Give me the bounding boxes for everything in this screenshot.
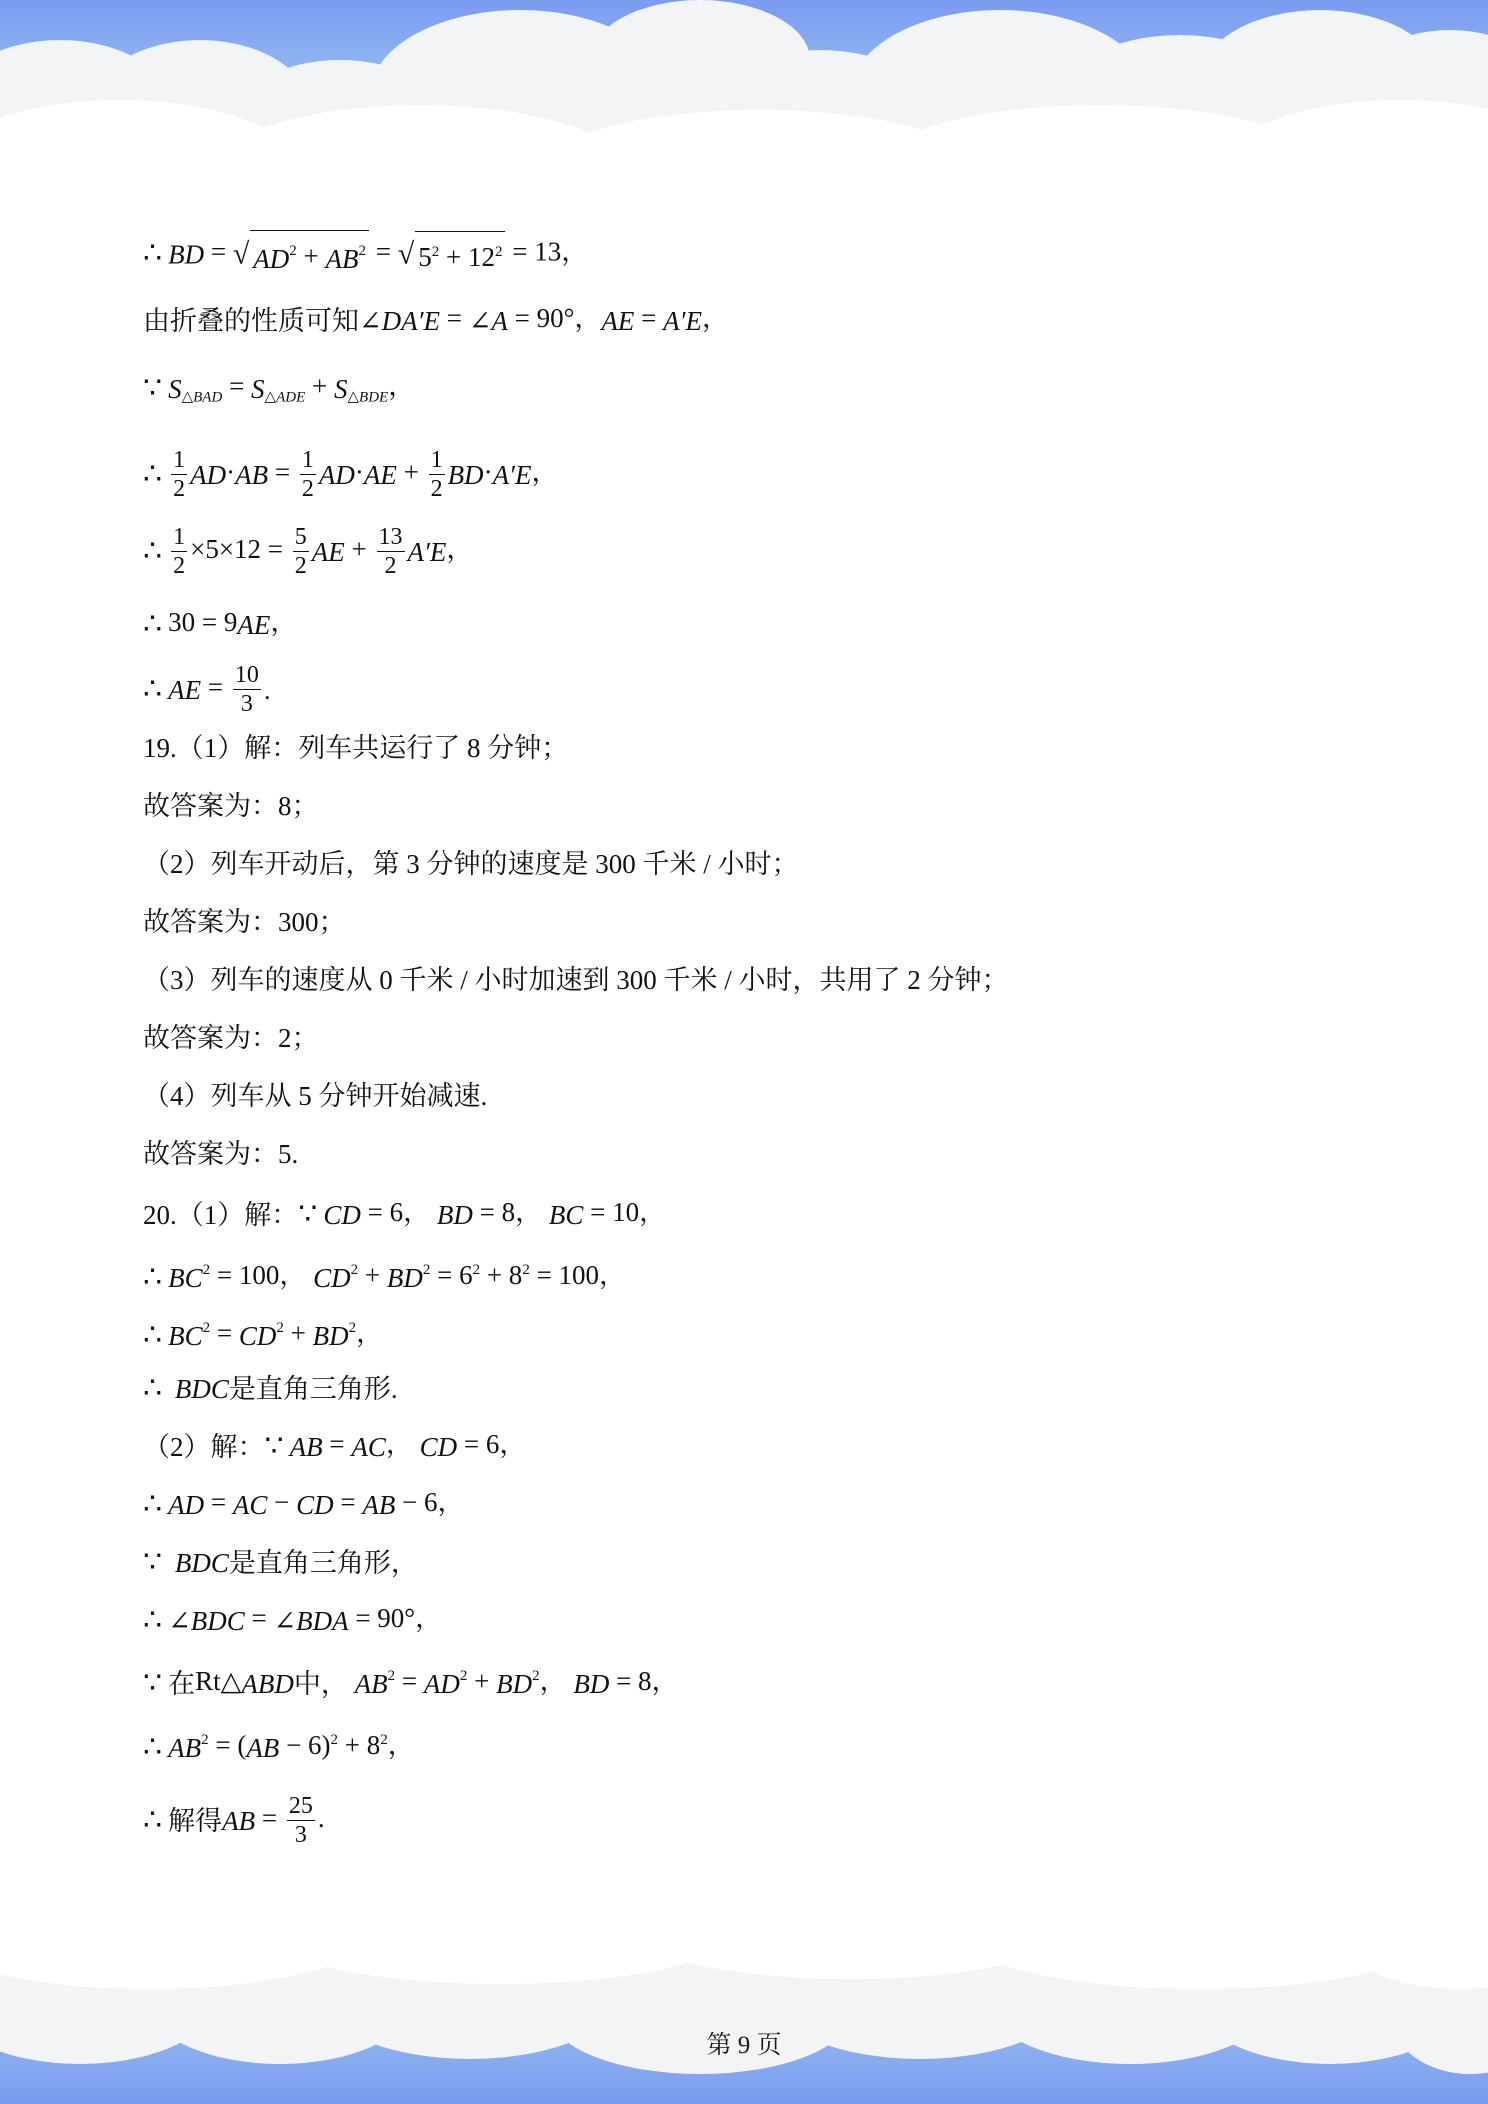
page-number: 第 9 页 xyxy=(706,2032,782,2059)
math-line: ∴ $AB^2 = (AB - 6)^2 + 8^2$， xyxy=(143,1730,415,1764)
text-line: （4）列车从 5 分钟开始减速. xyxy=(143,1081,488,1111)
top-cloud-banner xyxy=(0,0,1488,160)
text-line: 由折叠的性质可知∠DA′E = ∠A = 90°，AE = A′E， xyxy=(143,303,730,336)
math-line: ∵ $S_{\triangle BAD} = S_{\triangle ADE} + S_{\triangle BDE}$， xyxy=(143,371,416,406)
text-line: 20.（1）解：∵ CD = 6， BD = 8， BC = 10， xyxy=(143,1197,667,1231)
text-line: （2）解：∵ AB = AC， CD = 6， xyxy=(143,1429,527,1463)
math-line: ∴ ∠BDC = ∠BDA = 90°， xyxy=(143,1603,443,1637)
math-line: ∴ $BC^2 = CD^2 + BD^2$， xyxy=(143,1318,384,1352)
text-line: （2）列车开动后，第 3 分钟的速度是 300 千米 / 小时； xyxy=(143,849,799,879)
text-line: 故答案为：5. xyxy=(143,1139,299,1169)
math-line: ∴ AE = $\frac{10}{3}$ . xyxy=(143,662,271,718)
text-line: 19.（1）解：列车共运行了 8 分钟； xyxy=(143,733,569,763)
text-line: ∵ BDC是直角三角形， xyxy=(143,1545,418,1579)
top-cloud-illustration xyxy=(0,0,1488,160)
math-line: ∴ $\frac{1}{2}$ ×5×12 = $\frac{5}{2}$ AE + $\frac{13}{2}$ A′E， xyxy=(143,524,474,580)
text-line: ∴ 解得AB = $\frac{25}{3}$ . xyxy=(143,1793,325,1849)
bottom-cloud-banner xyxy=(0,1934,1488,2104)
text-line: 故答案为：300； xyxy=(143,907,346,937)
text-line: 故答案为：8； xyxy=(143,791,319,821)
math-line: ∴ $BC^2 = 100$， $CD^2 + BD^2 = 6^2 + 8^2 = 100$， xyxy=(143,1260,627,1294)
text-line: ∵ 在Rt△ABD中， $AB^2 = AD^2 + BD^2$， BD = 8， xyxy=(143,1666,679,1700)
math-line: ∴ $\frac{1}{2}$ AD·AB = $\frac{1}{2}$ AD·AE + $\frac{1}{2}$ BD·A′E， xyxy=(143,447,559,503)
math-line: ∴ AD = AC − CD = AB − 6， xyxy=(143,1487,465,1521)
text-line: ∴ BDC是直角三角形. xyxy=(143,1371,398,1405)
text-line: 故答案为：2； xyxy=(143,1023,319,1053)
math-line: ∴ BD = √ $AD^2 + AB^2$ = √ $5^2 + 12^2 = 13$， xyxy=(143,230,588,279)
math-line: ∴ 30 = 9AE， xyxy=(143,607,298,641)
text-line: （3）列车的速度从 0 千米 / 小时加速到 300 千米 / 小时，共用了 2 分钟； xyxy=(143,965,1009,995)
bottom-cloud-illustration xyxy=(0,1934,1488,2104)
